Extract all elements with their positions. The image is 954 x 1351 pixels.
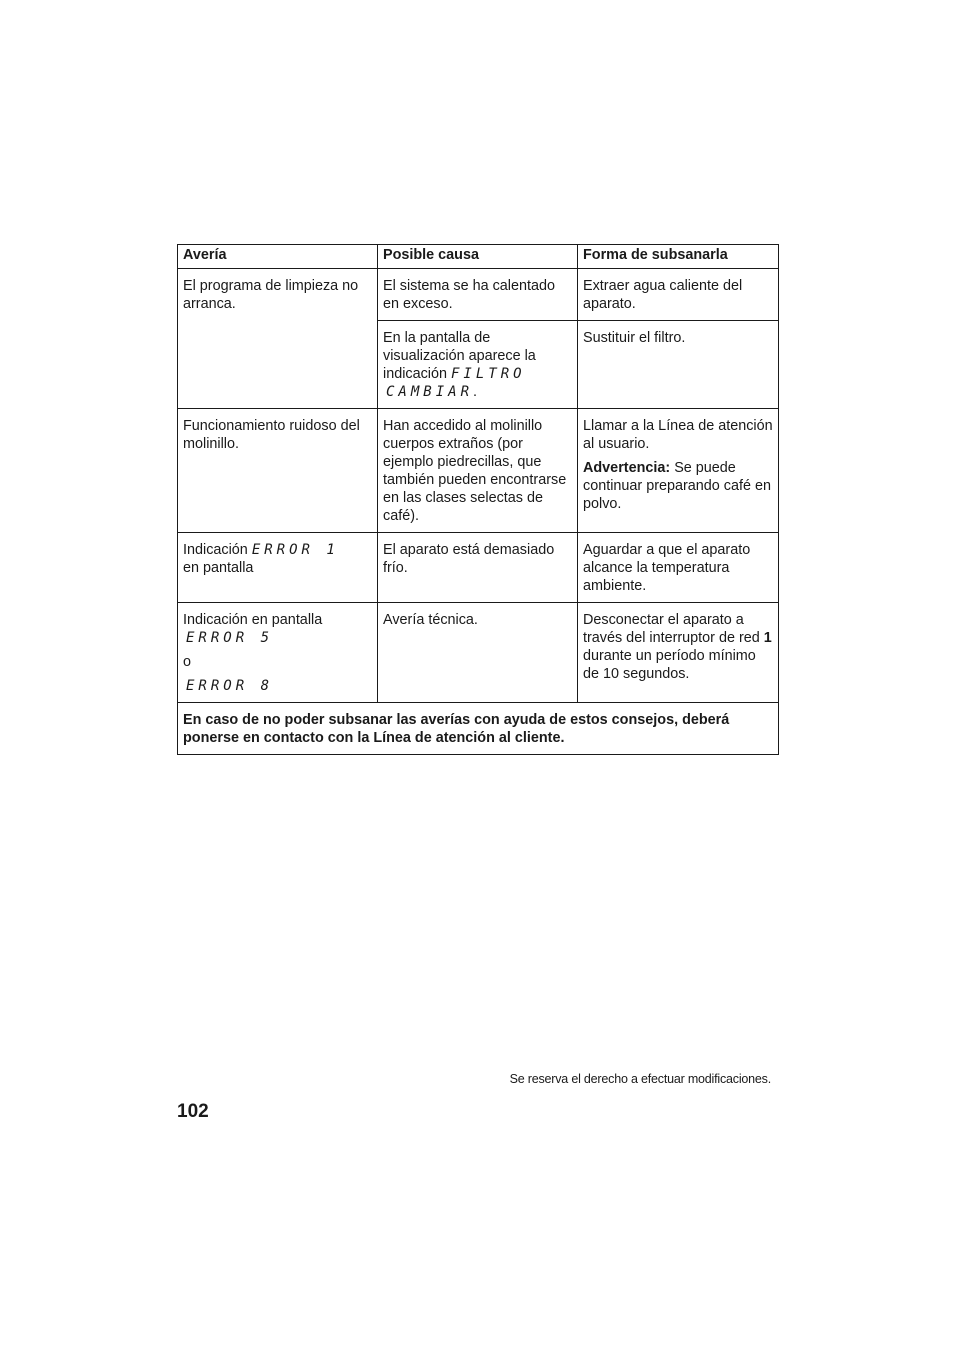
fault-text: en pantalla [183,560,254,576]
table-footer-row [178,703,779,755]
lcd-display-text: ERROR 1 [251,542,339,558]
header-fault: Avería [178,245,378,269]
cause-cell [378,321,578,409]
remedy-cell [578,409,779,533]
cause-cell: El sistema se ha calentado en exceso. [378,269,578,321]
warning-text: Se puede continuar preparando café en polvo. [583,460,772,512]
cause-cell: Avería técnica. [378,603,578,703]
remedy-cell: Extraer agua caliente del aparato. [578,269,779,321]
warning-label: Advertencia: [583,460,671,476]
lcd-display-text: ERROR 5 [186,630,274,646]
lcd-display-text: ERROR 8 [186,678,274,694]
remedy-cell [578,603,779,703]
lcd-display-text: FILTRO [451,366,526,382]
fault-cell [178,603,378,703]
table-row [178,269,779,321]
remedy-text: Desconectar el aparato a través del interruptor de red [583,612,760,646]
remedy-cell: Sustituir el filtro. [578,321,779,409]
lcd-display-text: CAMBIAR [386,384,474,400]
cause-text: En la pantalla de visualización aparece la indicación [383,330,536,382]
switch-number: 1 [763,630,772,646]
fault-text: o [183,654,192,670]
fault-cell: Funcionamiento ruidoso del molinillo. [178,409,378,533]
fault-cell [178,533,378,603]
remedy-text: durante un período mínimo de 10 segundos. [583,648,756,682]
fault-text: Indicación en pantalla [183,612,323,628]
table-header-row [178,245,779,269]
cause-cell: Han accedido al molinillo cuerpos extraños (por ejemplo piedrecillas, que también pueden encontrarse en las clases selectas de café). [378,409,578,533]
punctuation: . [473,384,478,400]
troubleshooting-table [177,244,779,755]
remedy-cell: Aguardar a que el aparato alcance la temperatura ambiente. [578,533,779,603]
table-row [178,533,779,603]
footer-note: En caso de no poder subsanar las averías con ayuda de estos consejos, deberá ponerse en contacto con la Línea de atención al cliente. [178,703,779,755]
cause-cell: El aparato está demasiado frío. [378,533,578,603]
fault-text: Indicación [183,542,248,558]
fault-cell: El programa de limpieza no arranca. [178,269,378,409]
header-cause: Posible causa [378,245,578,269]
disclaimer-text: Se reserva el derecho a efectuar modificaciones. [509,1072,771,1086]
table-row [178,603,779,703]
page-number: 102 [177,1101,209,1122]
table-row [178,409,779,533]
remedy-text: Llamar a la Línea de atención al usuario. [583,418,773,452]
header-remedy: Forma de subsanarla [578,245,779,269]
